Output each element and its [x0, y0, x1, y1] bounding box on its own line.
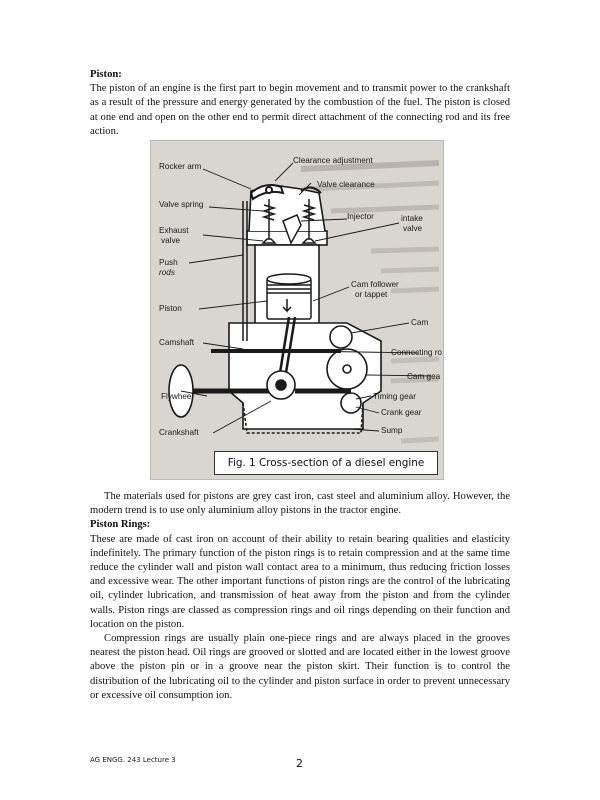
engine-diagram	[151, 141, 443, 479]
label-crank-gear: Crank gear	[381, 408, 422, 417]
piston-rings-paragraph: These are made of cast iron on account of their ability to retain bearing qualities and elasticity indefinitely. The primary function of the piston rings is to retain compression and at the same time reduce the cylinder wall and piston wall contact area to a minimum, thus reducing friction losses and excessive wear. The other important functions of piston rings are the control of the lubricating oil, cylinder lubrication, and transmission of heat away from the piston and from the cylinder walls. Piston rings are classed as compression rings and oil rings depending on their function and location on the piston.	[90, 533, 510, 630]
label-rocker-arm: Rocker arm	[159, 162, 202, 171]
figure-caption-text: Fig. 1 Cross-section of a diesel engine	[227, 457, 425, 469]
label-exhaust-1: Exhaust	[159, 226, 189, 235]
piston-rings-heading: Piston Rings:	[90, 519, 151, 531]
section-materials-and-rings	[90, 490, 510, 703]
label-sump: Sump	[381, 426, 403, 435]
figure-caption	[214, 451, 438, 475]
label-push-2: rods	[159, 268, 175, 277]
engine-cross-section-figure	[150, 140, 444, 480]
piston-paragraph: The piston of an engine is the first part to begin movement and to transmit power to the crankshaft as a result of the pressure and energy generated by the combustion of the fuel. The piston is closed at one end and open on the other end to permit direct attachment of the connecting rod and its free action.	[90, 83, 510, 137]
piston-heading: Piston:	[90, 69, 122, 80]
label-camshaft: Camshaft	[159, 338, 195, 347]
label-timing-gear: Timing gear	[373, 392, 416, 401]
label-valve-clearance: Valve clearance	[317, 180, 375, 189]
label-cam: Cam	[411, 318, 429, 327]
piston-shape	[267, 274, 311, 319]
label-cam-follower-2: or tappet	[355, 290, 388, 299]
label-crankshaft: Crankshaft	[159, 428, 199, 437]
label-valve-spring: Valve spring	[159, 200, 204, 209]
push-rods	[243, 201, 247, 341]
label-injector: Injector	[347, 212, 374, 221]
label-intake-2: valve	[403, 224, 423, 233]
label-flywheel: Flywheel	[161, 392, 194, 401]
label-connecting-rod: Connecting ro	[391, 348, 442, 357]
page-number: 2	[296, 757, 303, 770]
section-piston	[90, 68, 510, 139]
label-intake-1: intake	[401, 214, 423, 223]
label-piston: Piston	[159, 304, 182, 313]
label-cam-gear: Cam gea	[407, 372, 441, 381]
footer-course-label: AG ENGG. 243 Lecture 3	[90, 756, 176, 764]
label-cam-follower-1: Cam follower	[351, 280, 399, 289]
label-push-1: Push	[159, 258, 178, 267]
label-exhaust-2: valve	[161, 236, 181, 245]
materials-paragraph: The materials used for pistons are grey cast iron, cast steel and aluminium alloy. However, the modern trend is to use only aluminium alloy pistons in the tractor engine.	[90, 491, 510, 517]
compression-rings-paragraph: Compression rings are usually plain one-piece rings and are always placed in the grooves nearest the piston head. Oil rings are grooved or slotted and are located either in the lowest groove above the piston pin or in a groove near the piston skirt. Their function is to control the distribution of the lubricating oil to the cylinder and piston surface in order to prevent unnecessary or excessive oil consumption ion.	[90, 633, 510, 701]
label-clearance-adjustment: Clearance adjustment	[293, 156, 373, 165]
